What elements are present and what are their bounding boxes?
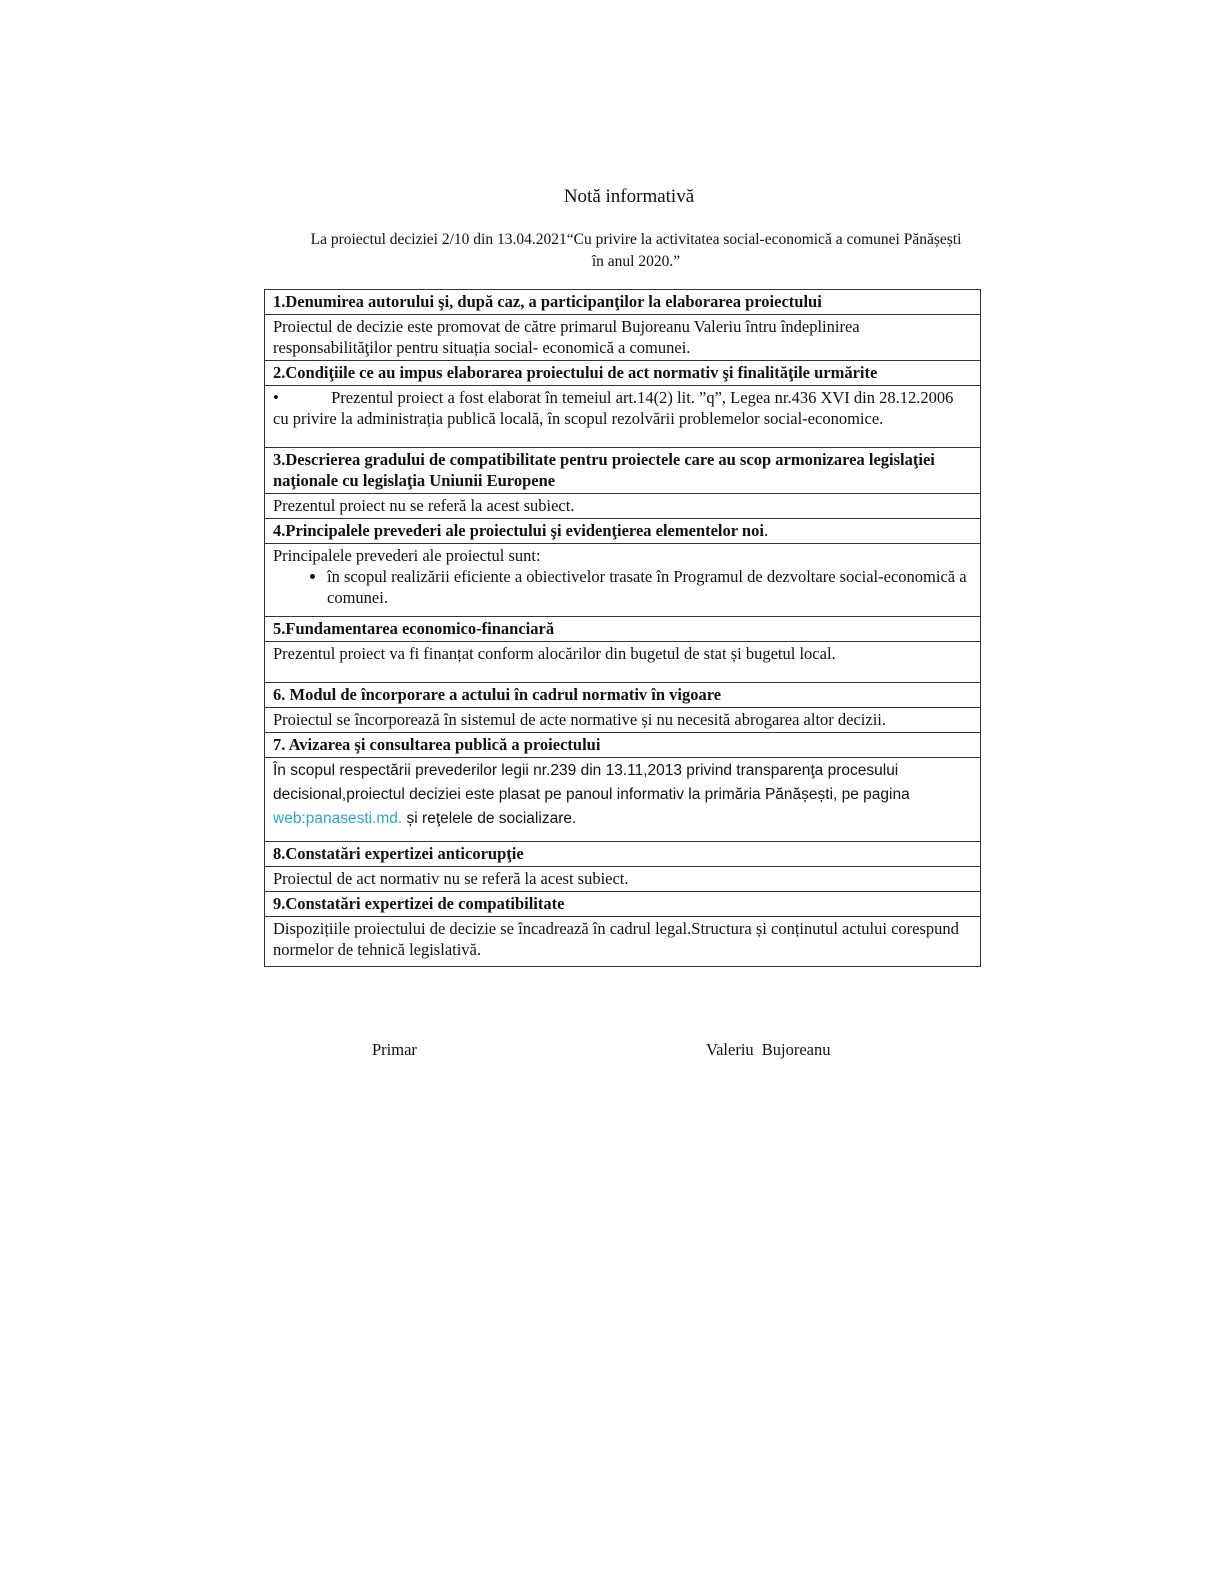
section-5-heading: 5.Fundamentarea economico-financiară (265, 617, 981, 642)
section-4-intro: Principalele prevederi ale proiectul sunt: (273, 546, 541, 565)
table-row (265, 683, 981, 708)
table-row (265, 708, 981, 733)
section-9-heading: 9.Constatări expertizei de compatibilitate (265, 892, 981, 917)
section-5-body: Prezentul proiect va fi finanțat conform alocărilor din bugetul de stat și bugetul local. (265, 642, 981, 683)
website-link[interactable]: web:panasesti.md. (273, 810, 403, 827)
table-row (265, 867, 981, 892)
table-row (265, 617, 981, 642)
section-2-heading: 2.Condiţiile ce au impus elaborarea proiectului de act normativ şi finalităţile urmărite (265, 361, 981, 386)
document-subtitle (268, 229, 1004, 273)
table-row (265, 386, 981, 448)
subtitle-line-2: în anul 2020.” (591, 253, 681, 270)
section-7-body-after: și reţelele de socializare. (402, 810, 577, 827)
signature-role: Primar (372, 1040, 417, 1059)
section-8-heading: 8.Constatări expertizei anticorupţie (265, 842, 981, 867)
bullet-mark: • (273, 388, 279, 407)
table-row (265, 758, 981, 842)
section-3-body: Prezentul proiect nu se referă la acest subiect. (265, 494, 981, 519)
section-8-body: Proiectul de act normativ nu se referă la acest subiect. (265, 867, 981, 892)
section-6-body: Proiectul se încorporează în sistemul de acte normative și nu necesită abrogarea altor decizii. (265, 708, 981, 733)
section-2-body: Prezentul proiect a fost elaborat în temeiul art.14(2) lit. ”q”, Legea nr.436 XVI din 28.12.2006 cu privire la administrația publică locală, în scopul rezolvării problemelor social-economice. (273, 388, 954, 428)
section-7-body-cell (265, 758, 981, 842)
section-4-heading-end: . (763, 521, 769, 540)
section-7-body-before: În scopul respectării prevederilor legii nr.239 din 13.11,2013 privind transparenţa procesului decisional,proiectul deciziei este plasat pe panoul informativ la primăria Pănășești, pe pagina (273, 762, 910, 803)
signature-name: Valeriu Bujoreanu (706, 1040, 831, 1059)
info-table (264, 289, 981, 967)
list-item: • în scopul realizării eficiente a obiectivelor trasate în Programul de dezvoltare social-economică a comunei. (327, 566, 973, 608)
section-1-heading: 1.Denumirea autorului şi, după caz, a participanţilor la elaborarea proiectului (265, 290, 981, 315)
section-4-heading-cell (265, 519, 981, 544)
table-row (265, 494, 981, 519)
table-row (265, 642, 981, 683)
table-row (265, 544, 981, 617)
section-9-body: Dispozițiile proiectului de decizie se încadrează în cadrul legal.Structura și conținutul actului corespund normelor de tehnică legislativă. (265, 917, 981, 967)
table-row (265, 892, 981, 917)
table-row (265, 519, 981, 544)
table-row (265, 733, 981, 758)
document-title: Notă informativă (563, 186, 695, 207)
table-row (265, 842, 981, 867)
table-row (265, 448, 981, 494)
table-row (265, 315, 981, 361)
section-6-heading: 6. Modul de încorporare a actului în cadrul normativ în vigoare (265, 683, 981, 708)
section-2-body-cell (265, 386, 981, 448)
section-7-heading: 7. Avizarea şi consultarea publică a proiectului (265, 733, 981, 758)
table-row (265, 361, 981, 386)
section-2-bullet-item (273, 387, 973, 429)
section-4-body-cell (265, 544, 981, 617)
section-4-heading: 4.Principalele prevederi ale proiectului şi evidenţierea elementelor noi (273, 521, 764, 540)
section-1-body: Proiectul de decizie este promovat de către primarul Bujoreanu Valeriu întru îndeplinirea responsabilităţilor pentru situația social- economică a comunei. (265, 315, 981, 361)
subtitle-line-1: La proiectul deciziei 2/10 din 13.04.2021“Cu privire la activitatea social-economică a comunei Pănășești (310, 231, 962, 248)
section-3-heading: 3.Descrierea gradului de compatibilitate pentru proiectele care au scop armonizarea legislaţiei naţionale cu legislaţia Uniunii Europene (265, 448, 981, 494)
table-row (265, 917, 981, 967)
section-4-list (273, 566, 973, 608)
table-row (265, 290, 981, 315)
